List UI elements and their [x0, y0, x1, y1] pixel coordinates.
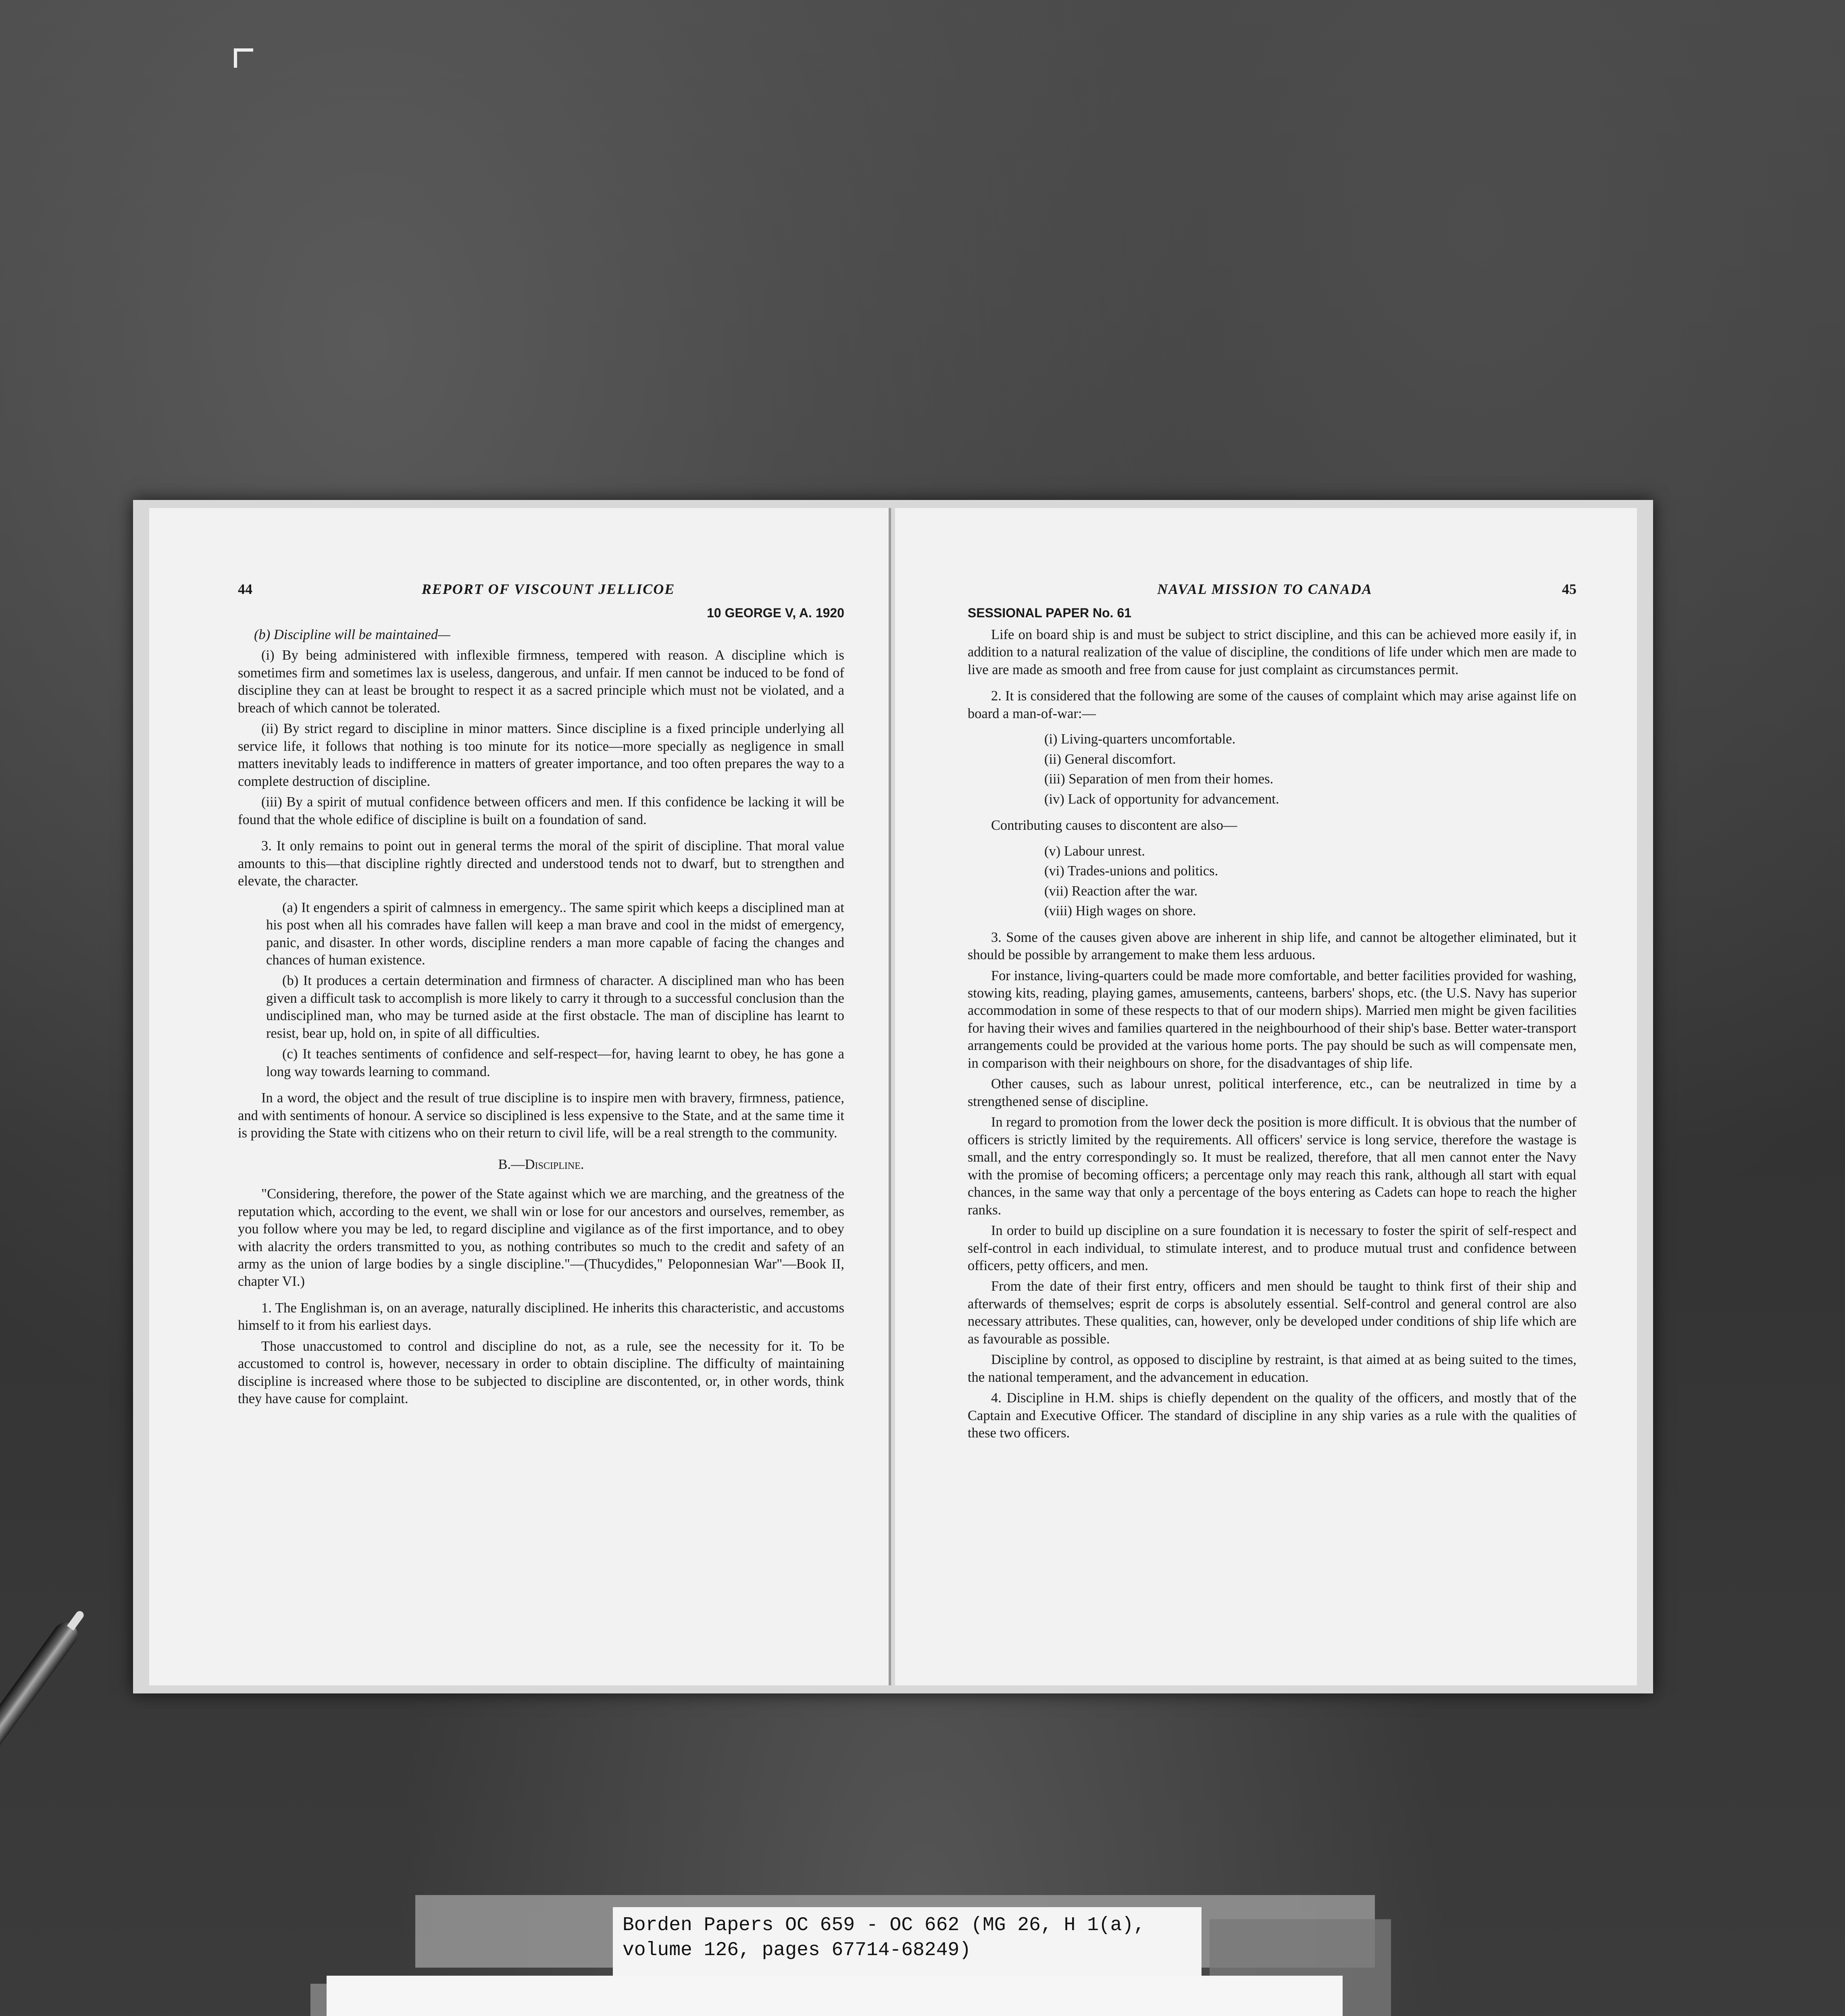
right-page	[895, 508, 1637, 1685]
right-paragraph: 2. It is considered that the following are some of the causes of complaint which may arise against life on board a man-of-war:—	[968, 688, 1576, 721]
archive-reference-line: Borden Papers OC 659 - OC 662 (MG 26, H 1(a),	[623, 1914, 1145, 1936]
right-paragraph: Discipline by control, as opposed to discipline by restraint, is that aimed at as being suited to the times, the national temperament, and the advancement in education.	[968, 1352, 1576, 1385]
list-item: (iii) Separation of men from their homes.	[1044, 771, 1274, 787]
pen	[0, 1618, 82, 2016]
contributing-list	[968, 843, 1576, 920]
right-paragraph: Life on board ship is and must be subject to strict discipline, and this can be achieved more easily if, in addition to a natural realization of the value of discipline, the conditions of life under which men are made to live are made as smooth and free from cause for just complaint as circumstances permit.	[968, 627, 1576, 677]
list-item: (v) Labour unrest.	[1044, 843, 1145, 859]
left-paragraph: (b) It produces a certain determination and firmness of character. A disciplined man who has been given a difficult task to accomplish is more likely to carry it through to a successful conclusion than the undisciplined man, who may be turned aside at the first obstacle. The man of discipline has learnt to resist, bear up, hold on, in spite of all difficulties.	[266, 973, 844, 1041]
left-paragraph: "Considering, therefore, the power of the State against which we are marching, and the greatness of the reputation which, according to the event, we shall win or lose for our ancestors and ourselves, remember, as you follow where you may be led, to regard discipline and vigilance as of the first importance, and to obey with alacrity the orders transmitted to you, as nothing contributes so much to the credit and safety of an army as the union of large bodies by a single discipline."—(Thucydides," Peloponnesian War"—Book II, chapter VI.)	[238, 1186, 844, 1289]
left-paragraph: 3. It only remains to point out in general terms the moral of the spirit of discipline. That moral value amounts to this—that discipline rightly directed and understood tends not to dwarf, but to strengthen and elevate, the character.	[238, 838, 844, 889]
left-paragraph: In a word, the object and the result of true discipline is to inspire men with bravery, firmness, patience, and with sentiments of honour. A service so disciplined is less expensive to the State, and at the same time it is providing the State with citizens who on their return to civil life, will be a real strength to the community.	[238, 1090, 844, 1141]
archive-reference-line: volume 126, pages 67714-68249)	[623, 1939, 971, 1962]
right-paragraph: 4. Discipline in H.M. ships is chiefly dependent on the quality of the officers, and mostly that of the Captain and Executive Officer. The standard of discipline in any ship varies as a rule with the qualities of these two officers.	[968, 1390, 1576, 1441]
left-paragraph: (iii) By a spirit of mutual confidence between officers and men. If this confidence be lacking it will be found that the whole edifice of discipline is built on a foundation of sand.	[238, 794, 844, 827]
right-paragraph: For instance, living-quarters could be made more comfortable, and better facilities provided for washing, stowing kits, reading, playing games, amusements, canteens, barbers' shops, etc. (the U.S. Navy has superior accommodation in some of these respects to that of our modern ships). Married men might be given facilities for having their wives and families quartered in the neighbourhood of their ship's base. Better water-transport arrangements could be provided at the various home ports. The pay should be such as will compensate men, in comparison with their neighbours on shore, for the disadvantages of ship life.	[968, 968, 1576, 1071]
list-item: (iv) Lack of opportunity for advancement.	[1044, 791, 1279, 807]
list-item: (viii) High wages on shore.	[1044, 903, 1196, 919]
left-paragraph: 1. The Englishman is, on an average, naturally disciplined. He inherits this characteristic, and accustoms himself to it from his earliest days.	[238, 1300, 844, 1333]
list-item: (vii) Reaction after the war.	[1044, 883, 1198, 899]
right-running-head	[968, 581, 1576, 598]
archive-reference-label	[613, 1907, 1202, 1976]
right-paragraph: 3. Some of the causes given above are inherent in ship life, and cannot be altogether eliminated, but it should be possible by arrangement to make them less arduous.	[968, 929, 1576, 963]
right-paragraph: Other causes, such as labour unrest, political interference, etc., can be neutralized in time by a strengthened sense of discipline.	[968, 1076, 1576, 1109]
left-running-title: REPORT OF VISCOUNT JELLICOE	[421, 581, 675, 597]
left-paragraph: (c) It teaches sentiments of confidence and self-respect—for, having learnt to obey, he has gone a long way towards learning to command.	[266, 1046, 844, 1079]
right-running-title: NAVAL MISSION TO CANADA	[1157, 581, 1372, 597]
list-item: (vi) Trades-unions and politics.	[1044, 863, 1218, 879]
section-heading: B.—Discipline.	[498, 1156, 584, 1172]
causes-list	[968, 731, 1576, 808]
right-page-number: 45	[1562, 581, 1576, 597]
left-body	[238, 626, 844, 1408]
right-paragraph: In regard to promotion from the lower deck the position is more difficult. It is obvious that the number of officers is strictly limited by the requirements. All officers' service is long service, therefore the wastage is small, and the entry correspondingly so. It must be realized, therefore, that all men cannot enter the Navy with the promise of becoming officers; a percentage only may reach this rank, although all start with equal chances, in the same way that only a percentage of the boys entering as Cadets can hope to reach the higher ranks.	[968, 1114, 1576, 1218]
right-body	[968, 626, 1576, 1442]
right-paragraph: From the date of their first entry, officers and men should be taught to think first of their ship and afterwards of themselves; esprit de corps is absolutely essential. Self-control and general control are also necessary attributes. These qualities, can, however, only be developed under conditions of ship life which are as favourable as possible.	[968, 1279, 1576, 1347]
list-item: (i) Living-quarters uncomfortable.	[1044, 731, 1236, 747]
frame-corner-top-left	[234, 48, 253, 68]
open-book	[133, 500, 1653, 1693]
left-running-head	[238, 581, 844, 598]
left-paragraph: (a) It engenders a spirit of calmness in emergency.. The same spirit which keeps a disciplined man at his post when all his comrades have fallen will keep a man brave and cool in the midst of emergency, panic, and disaster. In other words, discipline renders a man more capable of facing the changes and chances of human existence.	[266, 900, 844, 968]
left-paragraph: Those unaccustomed to control and discipline do not, as a rule, see the necessity for it. To be accustomed to control is, however, necessary in order to obtain discipline. The difficulty of maintaining discipline is increased where those to be subjected to discipline are discontented, or, in other words, think they have cause for complaint.	[238, 1338, 844, 1407]
left-paragraph: (b) Discipline will be maintained—	[254, 627, 450, 642]
left-page-number: 44	[238, 581, 252, 597]
list-item: (ii) General discomfort.	[1044, 751, 1176, 767]
right-paragraph: In order to build up discipline on a sure foundation it is necessary to foster the spirit of self-respect and self-control in each individual, to stimulate interest, and to produce mutual trust and confidence between officers, petty officers, and men.	[968, 1223, 1576, 1273]
left-session-line: 10 GEORGE V, A. 1920	[707, 606, 844, 620]
left-paragraph: (ii) By strict regard to discipline in minor matters. Since discipline is a fixed principle underlying all service life, it follows that nothing is too minute for its notice—more specially as negligence in small matters inevitably leads to indifference in matters of greater importance, and too often prepares the way to a complete destruction of discipline.	[238, 721, 844, 789]
left-page	[149, 508, 891, 1685]
archive-card	[327, 1976, 1343, 2016]
right-session-line: SESSIONAL PAPER No. 61	[968, 606, 1132, 620]
right-paragraph: Contributing causes to discontent are also—	[991, 818, 1237, 833]
left-paragraph: (i) By being administered with inflexible firmness, tempered with reason. A discipline which is sometimes firm and sometimes lax is useless, dangerous, and unfair. If men cannot be induced to be fond of discipline they can at least be brought to respect it as a sacred principle which must not be violated, and a breach of which cannot be tolerated.	[238, 648, 844, 716]
